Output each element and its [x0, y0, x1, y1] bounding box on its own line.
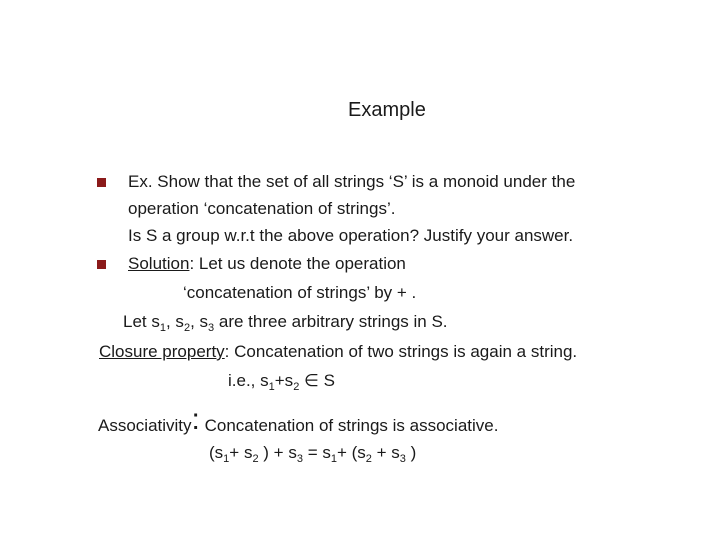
closure-line — [99, 342, 577, 362]
subscript: 1 — [223, 453, 230, 465]
text: ∈ S — [299, 371, 335, 390]
text: ) — [405, 443, 417, 462]
text: Let s — [123, 312, 160, 331]
associativity-label: Associativity — [98, 416, 192, 435]
text: ‘concatenation of strings’ by + . — [183, 283, 417, 302]
exercise-line-1 — [128, 172, 575, 192]
solution-line-1 — [128, 254, 406, 274]
text: Is S a group w.r.t the above operation? Justify your answer. — [128, 226, 574, 245]
exercise-line-2 — [128, 199, 395, 219]
text: , s — [165, 312, 184, 331]
solution-label: Solution — [128, 254, 190, 273]
text: = s — [302, 443, 331, 462]
text: i.e., s — [228, 371, 269, 390]
text: : Concatenation of two strings is again a string. — [224, 342, 578, 361]
text: +s — [274, 371, 294, 390]
text: ) + s — [258, 443, 297, 462]
subscript: 3 — [208, 322, 215, 334]
subscript: 2 — [183, 322, 191, 334]
text: : Let us denote the operation — [189, 254, 406, 273]
text: Ex. Show that the set of all strings ‘S’ is a monoid under the — [128, 172, 576, 191]
closure-label: Closure property — [99, 342, 225, 361]
subscript: 3 — [296, 453, 303, 465]
text: + s — [371, 443, 400, 462]
slide-title: Example — [348, 99, 426, 121]
associativity-formula — [209, 443, 416, 463]
text: Concatenation of strings is associative. — [199, 416, 499, 435]
colon: : — [191, 403, 200, 436]
exercise-line-3 — [128, 226, 573, 246]
associativity-line — [98, 403, 499, 436]
subscript: 1 — [330, 453, 337, 465]
text: are three arbitrary strings in S. — [214, 312, 448, 331]
square-bullet-icon — [97, 178, 106, 187]
subscript: 1 — [159, 322, 166, 334]
subscript: 1 — [268, 381, 275, 393]
solution-line-2 — [183, 283, 416, 303]
text: + (s — [336, 443, 366, 462]
text: , s — [190, 312, 209, 331]
text: operation ‘concatenation of strings’. — [128, 199, 396, 218]
ie-line — [228, 371, 335, 391]
subscript: 3 — [399, 453, 406, 465]
subscript: 2 — [365, 453, 372, 465]
let-line — [123, 312, 448, 332]
subscript: 2 — [252, 453, 259, 465]
text: + s — [229, 443, 253, 462]
text: (s — [209, 443, 224, 462]
square-bullet-icon — [97, 260, 106, 269]
subscript: 2 — [293, 381, 300, 393]
